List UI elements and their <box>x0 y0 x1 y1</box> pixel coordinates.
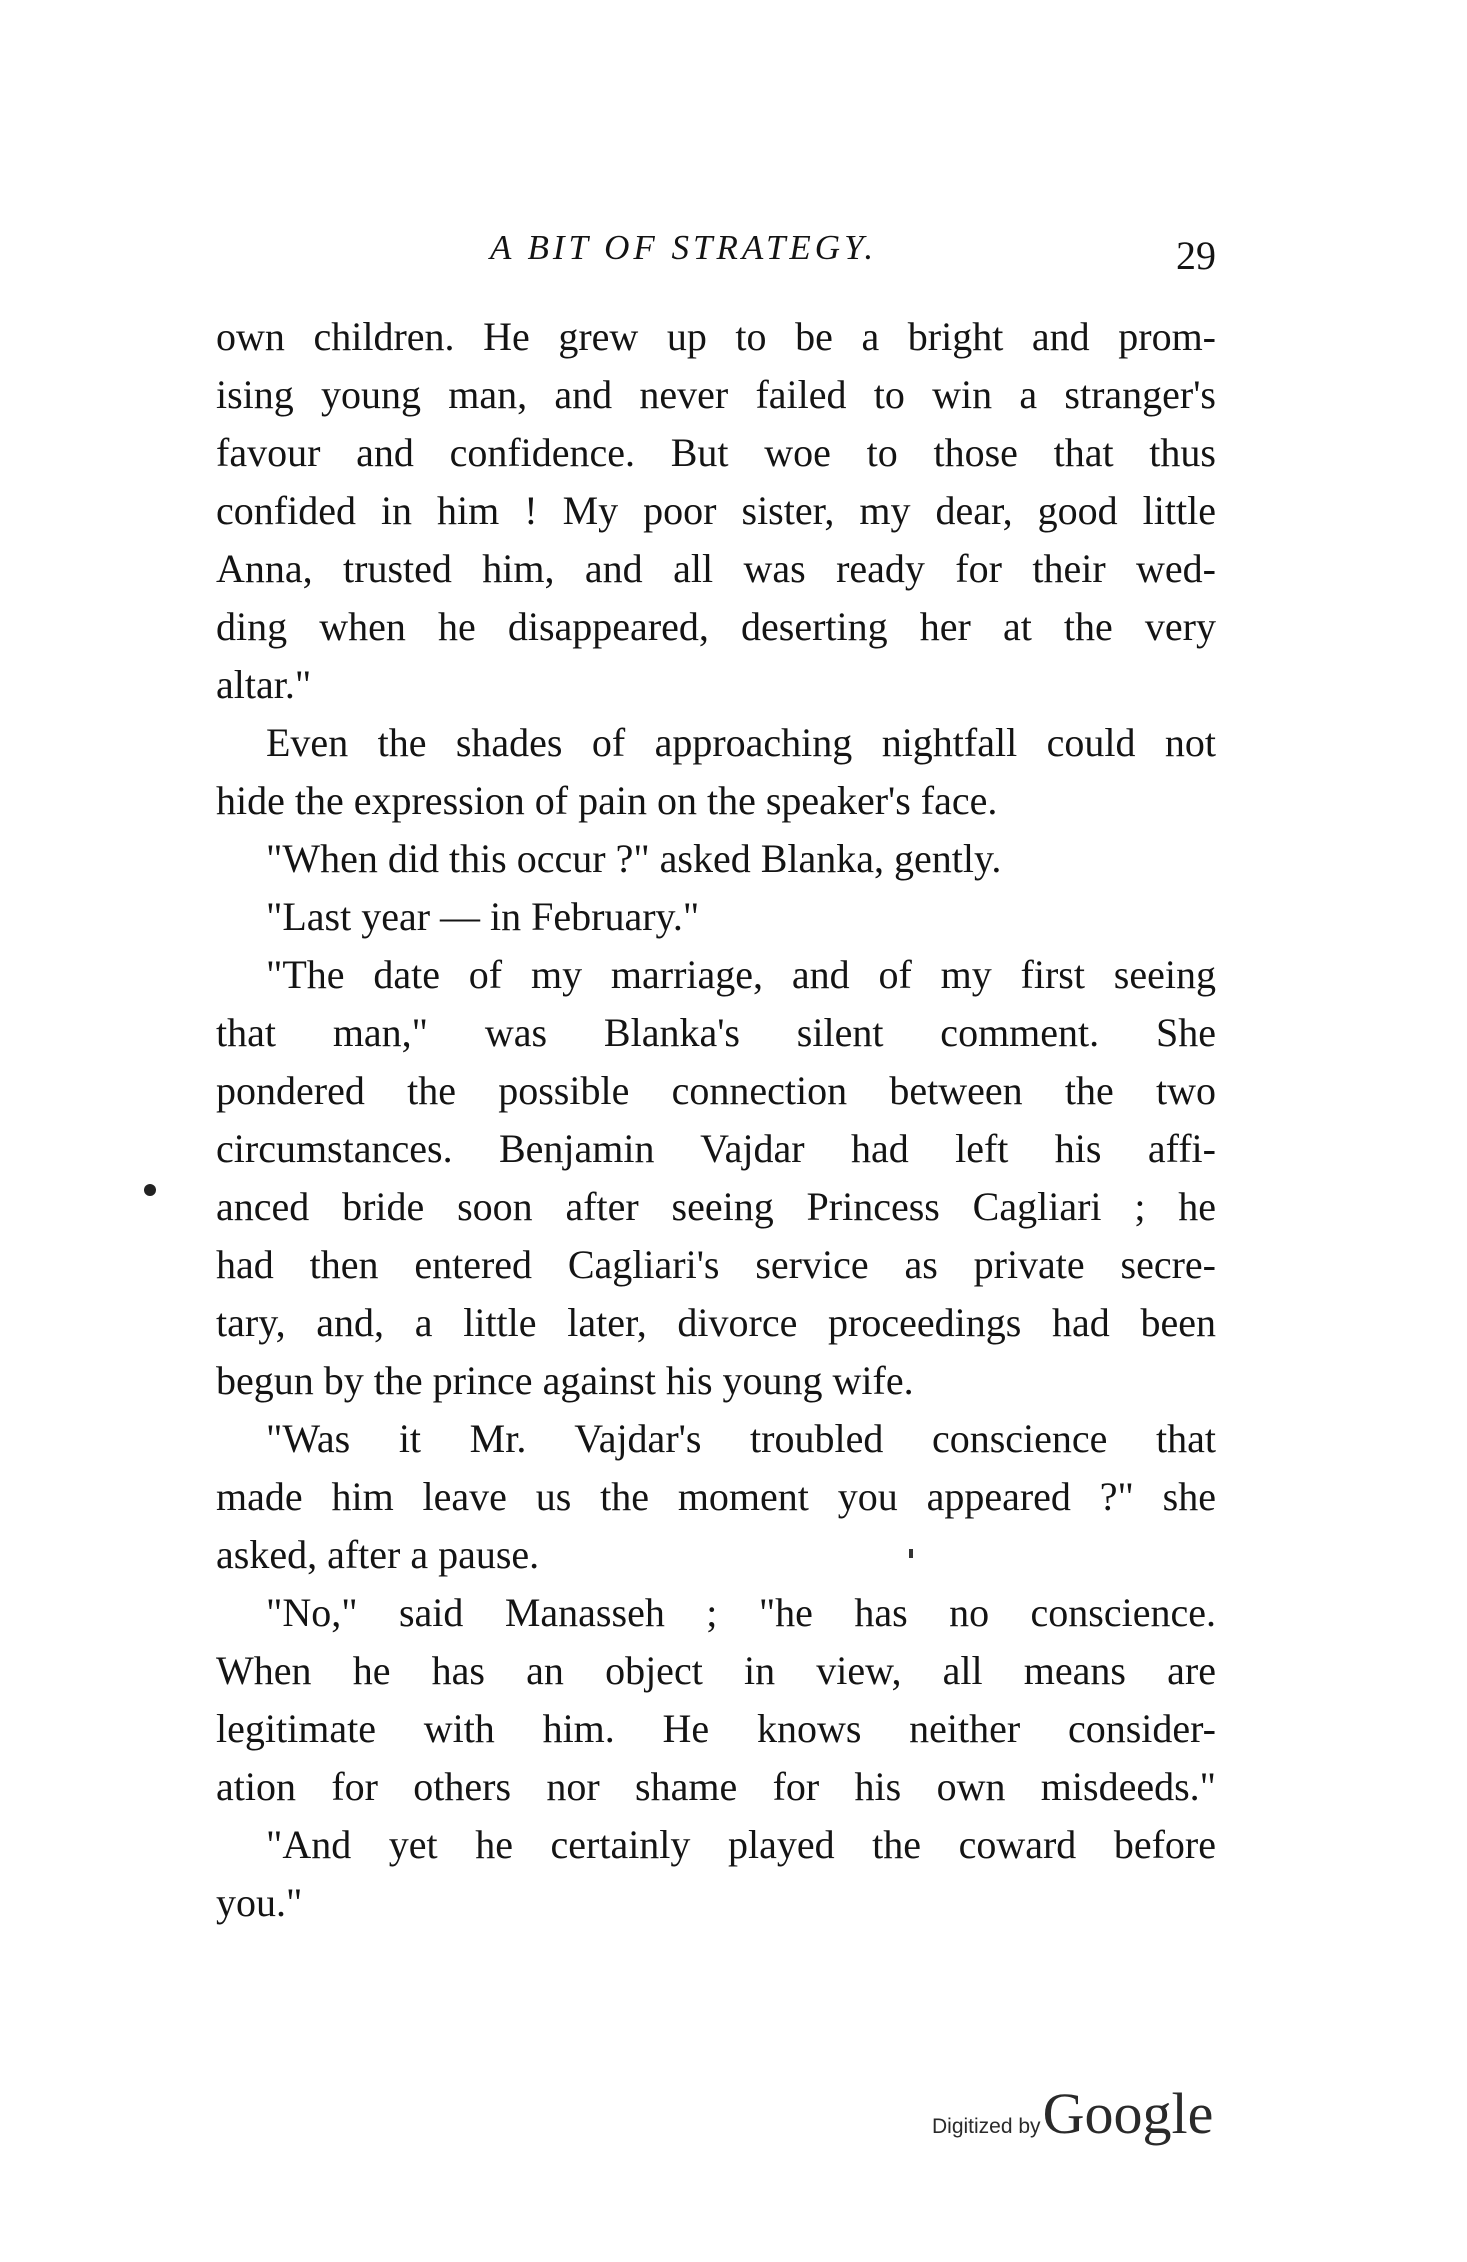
text-line: you." <box>216 1880 303 1925</box>
text-line: Anna, trusted him, and all was ready for their wed- <box>216 546 1216 591</box>
watermark-brand: Google <box>1042 2081 1214 2146</box>
text-line: When he has an object in view, all means are <box>216 1648 1216 1693</box>
digitized-by-google-watermark <box>932 2080 1213 2160</box>
text-line: "Was it Mr. Vajdar's troubled conscience that <box>266 1416 1216 1461</box>
text-line: ding when he disappeared, deserting her at the very <box>216 604 1216 649</box>
text-line: favour and confidence. But woe to those that thus <box>216 430 1216 475</box>
text-line: anced bride soon after seeing Princess Cagliari ; he <box>216 1184 1216 1229</box>
stray-ink-mark <box>909 1549 913 1558</box>
text-line: that man," was Blanka's silent comment. She <box>216 1010 1216 1055</box>
text-line: "No," said Manasseh ; "he has no conscience. <box>266 1590 1216 1635</box>
text-line: altar." <box>216 662 312 707</box>
page-number: 29 <box>1176 233 1216 278</box>
watermark-prefix: Digitized by <box>932 2115 1041 2138</box>
text-line: "And yet he certainly played the coward before <box>266 1822 1216 1867</box>
text-line: ising young man, and never failed to win a stranger's <box>216 372 1216 417</box>
text-line: legitimate with him. He knows neither consider- <box>216 1706 1216 1751</box>
text-line: circumstances. Benjamin Vajdar had left his affi- <box>216 1126 1216 1171</box>
text-line: begun by the prince against his young wife. <box>216 1358 914 1403</box>
text-line: hide the expression of pain on the speaker's face. <box>216 778 998 823</box>
body-text <box>216 308 1216 1932</box>
text-line: made him leave us the moment you appeared ?" she <box>216 1474 1216 1519</box>
text-line: "Last year — in February." <box>266 894 700 939</box>
text-line: pondered the possible connection between the two <box>216 1068 1216 1113</box>
text-line: had then entered Cagliari's service as private secre- <box>216 1242 1216 1287</box>
running-title: A BIT OF STRATEGY. <box>490 228 878 267</box>
text-line: ation for others nor shame for his own misdeeds." <box>216 1764 1216 1809</box>
margin-dot <box>144 1184 156 1196</box>
text-line: "When did this occur ?" asked Blanka, gently. <box>266 836 1002 881</box>
text-line: Even the shades of approaching nightfall could not <box>266 720 1216 765</box>
text-line: tary, and, a little later, divorce proceedings had been <box>216 1300 1216 1345</box>
running-head <box>216 228 1216 288</box>
text-line: confided in him ! My poor sister, my dear, good little <box>216 488 1216 533</box>
text-line: asked, after a pause. <box>216 1532 540 1577</box>
text-line: "The date of my marriage, and of my first seeing <box>266 952 1216 997</box>
text-line: own children. He grew up to be a bright and prom- <box>216 314 1216 359</box>
